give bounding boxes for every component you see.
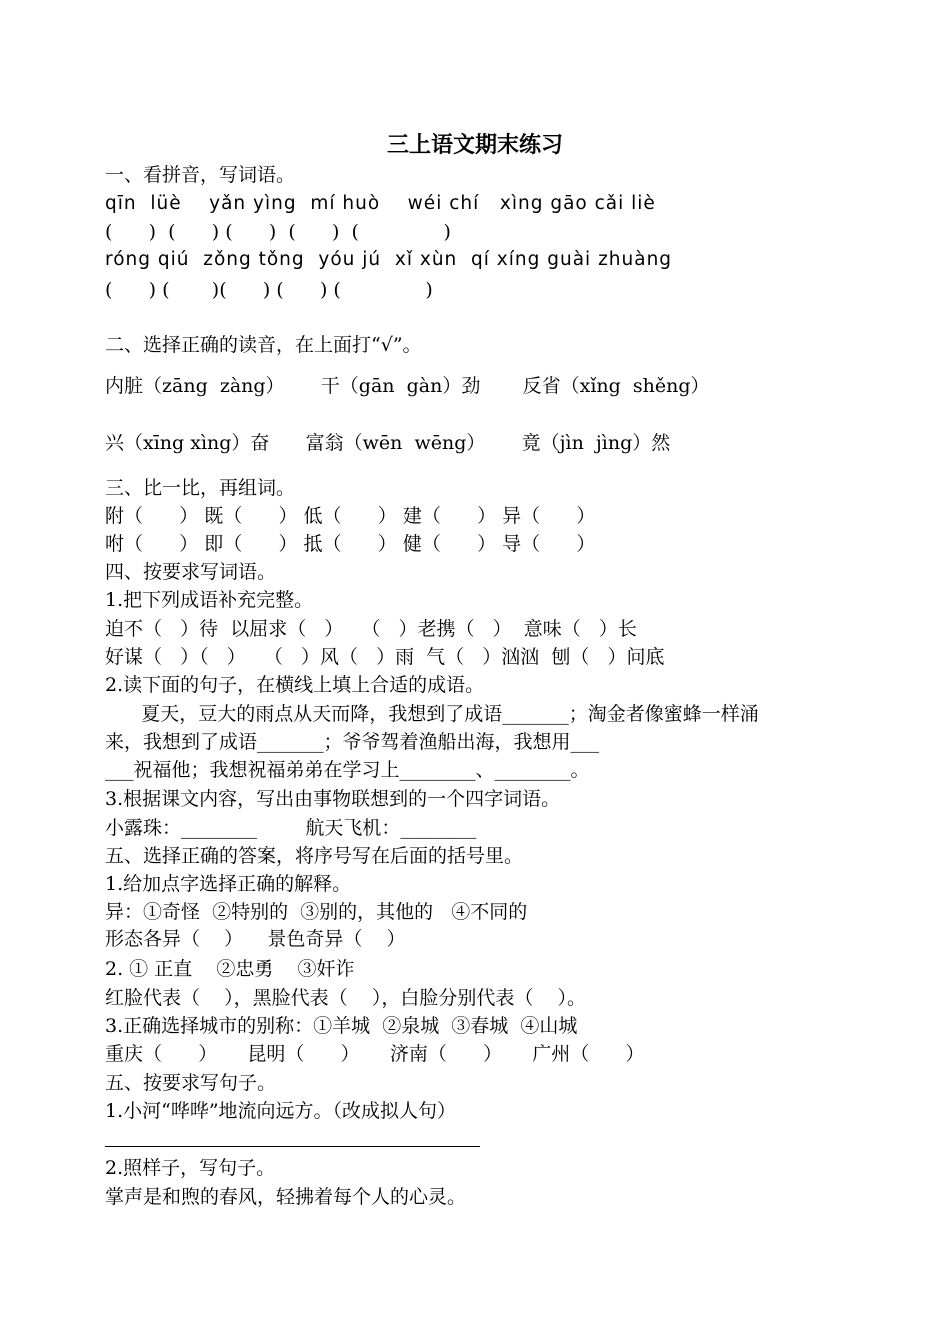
page-title: 三上语文期末练习 [386,132,563,158]
section-3-heading: 三、比一比，再组词。 [105,477,296,499]
question-5-1: 1.给加点字选择正确的解释。 [105,873,352,895]
city-row: 重庆（ ） 昆明（ ） 济南（ ） 广州（ ） [105,1043,645,1065]
section-2-heading: 二、选择正确的读音，在上面打“√”。 [105,334,422,356]
answer-brackets-row-2: ( ) ( )( ) ( ) ( ) [105,279,433,301]
question-6-2: 2.照样子，写句子。 [105,1157,276,1179]
pronunciation-row-2: 兴（xīng xìng）奋 富翁（wēn wēng） 竟（jìn jìng）然 [105,432,671,454]
pinyin-row-1: qīn lüè yǎn yìng mí huò wéi chí xìng gāo cǎi liè [105,193,656,214]
paragraph-line-3: ___祝福他；我想祝福弟弟在学习上________、________。 [105,759,590,781]
answer-brackets-row-1: ( ) ( ) ( ) ( ) ( ) [105,221,451,243]
answer-line [105,1146,480,1147]
example-sentence: 掌声是和煦的春风，轻拂着每个人的心灵。 [105,1186,467,1208]
meaning-options: 异：①奇怪 ②特别的 ③别的，其他的 ④不同的 [105,901,528,923]
question-4-1: 1.把下列成语补充完整。 [105,589,314,611]
compare-row-1: 附（ ） 既（ ） 低（ ） 建（ ） 异（ ） [105,505,596,527]
pronunciation-row-1: 内脏（zāng zàng） 干（gān gàn）劲 反省（xǐng shěng） [105,375,710,397]
meaning-answers: 形态各异（ ） 景色奇异（ ） [105,928,406,950]
section-4-heading: 四、按要求写词语。 [105,561,277,583]
question-4-3: 3.根据课文内容，写出由事物联想到的一个四字词语。 [105,788,561,810]
section-6-heading: 五、按要求写句子。 [105,1072,277,1094]
idiom-row-1: 迫不（ ）待 以屈求（ ） （ ）老携（ ） 意味（ ）长 [105,618,637,640]
face-color-row: 红脸代表（ ），黑脸代表（ ），白脸分别代表（ ）。 [105,987,586,1009]
compare-row-2: 咐（ ） 即（ ） 抵（ ） 健（ ） 导（ ） [105,533,596,555]
association-row: 小露珠：________ 航天飞机：________ [105,817,477,839]
question-4-2: 2.读下面的句子，在横线上填上合适的成语。 [105,674,485,696]
question-5-3: 3.正确选择城市的别称：①羊城 ②泉城 ③春城 ④山城 [105,1015,578,1037]
pinyin-row-2: róng qiú zǒng tǒng yóu jú xǐ xùn qí xíng guài zhuàng [105,249,673,270]
idiom-row-2: 好谋（ ）（ ） （ ）风（ ）雨 气（ ）汹汹 刨（ ）问底 [105,646,665,668]
paragraph-line-1: 夏天，豆大的雨点从天而降，我想到了成语_______；淘金者像蜜蜂一样涌 [105,703,759,725]
section-1-heading: 一、看拼音，写词语。 [105,164,296,186]
question-5-2: 2. ① 正直 ②忠勇 ③奸诈 [105,958,355,980]
paragraph-line-2: 来，我想到了成语_______；爷爷驾着渔船出海，我想用___ [105,731,600,753]
question-6-1: 1.小河“哗哗”地流向远方。（改成拟人句） [105,1100,457,1122]
section-5-heading: 五、选择正确的答案，将序号写在后面的括号里。 [105,845,524,867]
